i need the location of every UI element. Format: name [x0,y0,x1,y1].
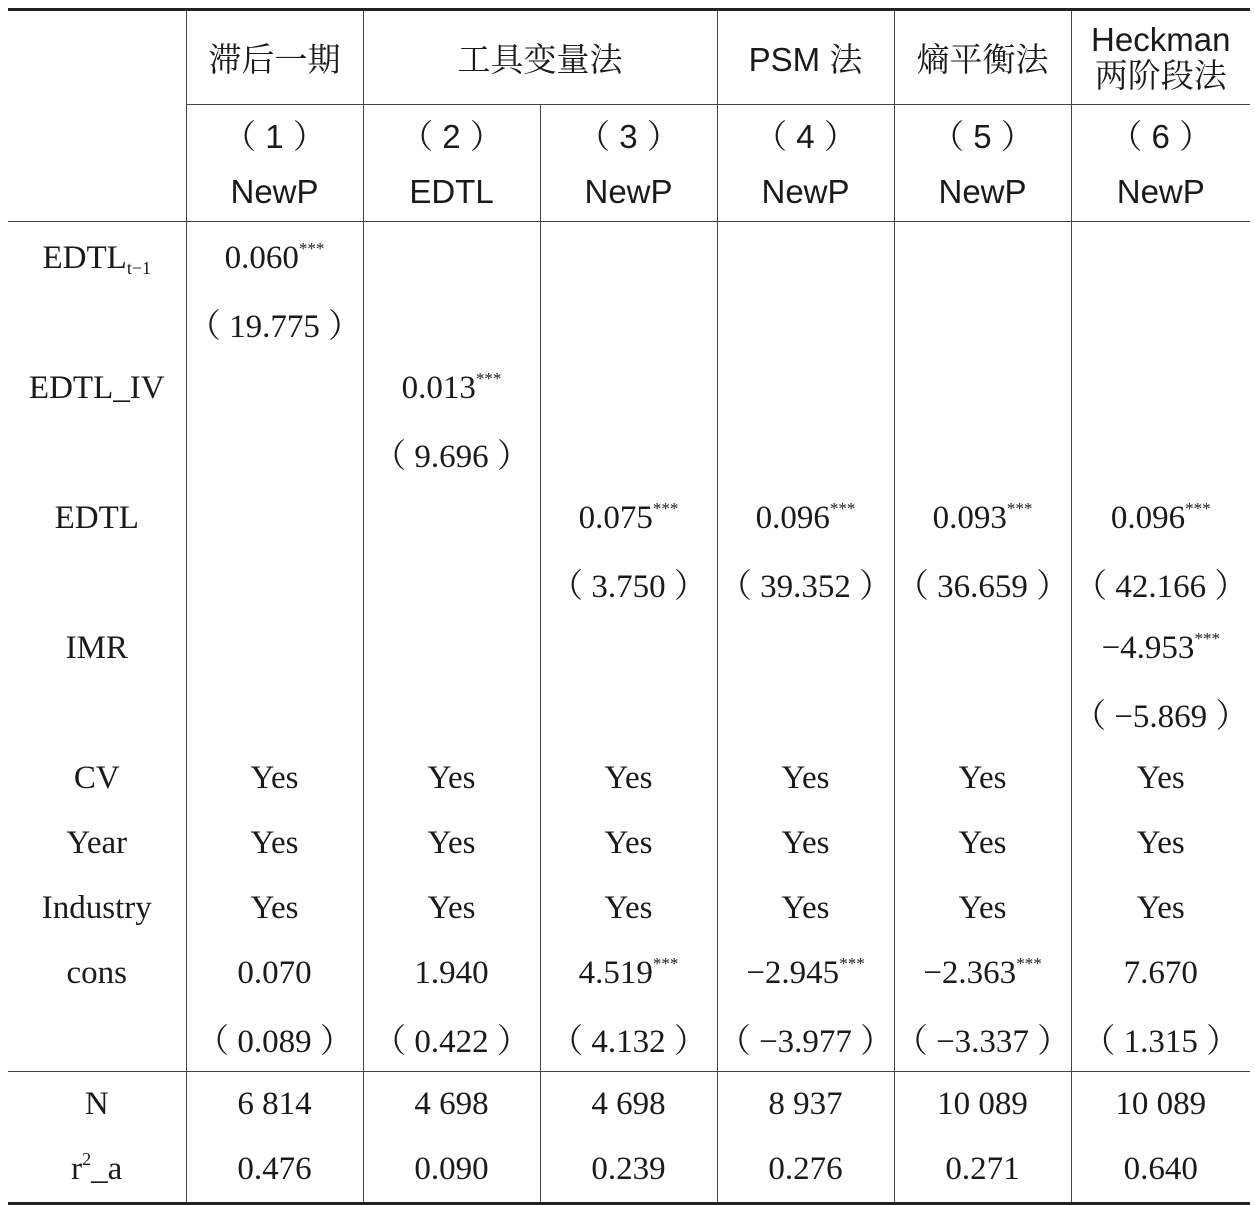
dep-var-5: NewP [894,163,1071,222]
empty-cell [540,222,717,292]
table-row-edtl-iv-t [8,421,1250,486]
row-label-industry: Industry [41,890,152,926]
empty-cell [1071,421,1250,486]
header-heckman-line2: 两阶段法 [1094,56,1227,94]
table-row-industry [8,876,1250,941]
coef-cell [717,486,894,551]
coef-value: 0.060 [224,240,299,276]
year-fe-cell: Yes [717,811,894,876]
t-stat-cell: （ 0.089 ） [186,1006,363,1072]
coef-cell [186,222,363,292]
coef-cell [540,486,717,551]
header-blank-cell [8,105,186,164]
header-dependent-variable-row [8,163,1250,222]
t-stat-cell: （ 42.166 ） [1071,551,1250,616]
row-label-cons: cons [66,955,127,991]
empty-label-cell [8,291,186,356]
t-stat-cell: （ 0.422 ） [363,1006,540,1072]
header-psm: PSM 法 [717,10,894,105]
empty-cell [894,291,1071,356]
dep-var-2: EDTL [363,163,540,222]
adj-r2-cell: 0.239 [540,1137,717,1204]
robustness-regression-table [8,8,1250,1205]
empty-label-cell [8,681,186,746]
empty-cell [540,421,717,486]
coef-cell [894,941,1071,1006]
header-lagged-period: 滞后一期 [186,10,363,105]
empty-cell [894,616,1071,681]
year-fe-cell: Yes [363,811,540,876]
col-number-3: （ 3 ） [540,105,717,164]
control-flag-cell: Yes [1071,746,1250,811]
coef-value: 0.070 [237,955,312,991]
control-flag-cell: Yes [540,746,717,811]
industry-fe-cell: Yes [540,876,717,941]
empty-cell [717,616,894,681]
t-stat-cell: （ −3.337 ） [894,1006,1071,1072]
t-stat-cell: （ −5.869 ） [1071,681,1250,746]
empty-cell [186,421,363,486]
observations-cell: 6 814 [186,1072,363,1138]
empty-cell [894,356,1071,421]
empty-cell [540,616,717,681]
coef-value: −2.363 [923,955,1017,991]
empty-cell [894,681,1071,746]
empty-cell [540,356,717,421]
t-stat-cell: （ 36.659 ） [894,551,1071,616]
empty-cell [540,681,717,746]
table-row-edtl-coef [8,486,1250,551]
empty-cell [186,486,363,551]
empty-cell [1071,291,1250,356]
coef-cell [363,941,540,1006]
empty-cell [363,486,540,551]
empty-cell [186,356,363,421]
empty-cell [186,681,363,746]
control-flag-cell: Yes [186,746,363,811]
significance-stars: *** [1006,499,1033,518]
col-number-2: （ 2 ） [363,105,540,164]
header-method-row [8,10,1250,105]
label-r: r [71,1151,83,1187]
coef-cell [1071,616,1250,681]
header-column-number-row [8,105,1250,164]
empty-cell [894,421,1071,486]
row-label-imr: IMR [65,630,128,666]
significance-stars: *** [298,239,325,258]
table-row-cv [8,746,1250,811]
row-label-n: N [84,1086,109,1122]
coef-cell [363,356,540,421]
t-stat-cell: （ 9.696 ） [363,421,540,486]
coef-value: 0.093 [932,500,1007,536]
empty-cell [363,222,540,292]
col-number-5: （ 5 ） [894,105,1071,164]
table-row-edtl-lag-t [8,291,1250,356]
dep-var-6: NewP [1071,163,1250,222]
coef-cell [1071,486,1250,551]
year-fe-cell: Yes [540,811,717,876]
header-entropy-balancing: 熵平衡法 [894,10,1071,105]
coef-value: 7.670 [1123,955,1198,991]
t-stat-cell: （ 4.132 ） [540,1006,717,1072]
industry-fe-cell: Yes [894,876,1071,941]
coef-value: 0.096 [755,500,830,536]
empty-cell [540,291,717,356]
regression-table-container [8,8,1250,1205]
coef-cell [186,941,363,1006]
significance-stars: *** [652,499,679,518]
empty-label-cell [8,551,186,616]
row-label-cv: CV [73,760,120,796]
control-flag-cell: Yes [363,746,540,811]
row-label-edtl-lag [8,222,186,292]
observations-cell: 4 698 [363,1072,540,1138]
significance-stars: *** [1016,954,1042,973]
header-heckman-line1: Heckman [1091,20,1231,58]
empty-label-cell [8,421,186,486]
control-flag-cell: Yes [717,746,894,811]
significance-stars: *** [839,954,865,973]
table-row-edtl-lag-coef [8,222,1250,292]
t-stat-cell: （ 3.750 ） [540,551,717,616]
significance-stars: *** [652,954,679,973]
dep-var-4: NewP [717,163,894,222]
col-number-4: （ 4 ） [717,105,894,164]
table-row-year [8,811,1250,876]
row-label-year: Year [66,825,128,861]
table-row-r2a [8,1137,1250,1204]
header-blank-cell [8,163,186,222]
empty-label-cell [8,1006,186,1072]
dep-var-1: NewP [186,163,363,222]
label-main: EDTL [42,240,127,276]
coef-cell [1071,941,1250,1006]
empty-cell [363,616,540,681]
empty-cell [363,291,540,356]
significance-stars: *** [1194,629,1220,648]
coef-value: 1.940 [414,955,489,991]
coef-value: −2.945 [746,955,840,991]
table-row-cons-t [8,1006,1250,1072]
label-superscript: 2 [82,1149,92,1169]
coef-value: 0.075 [578,500,653,536]
industry-fe-cell: Yes [363,876,540,941]
empty-cell [363,681,540,746]
observations-cell: 10 089 [894,1072,1071,1138]
empty-cell [717,222,894,292]
significance-stars: *** [475,369,502,388]
empty-cell [363,551,540,616]
adj-r2-cell: 0.476 [186,1137,363,1204]
adj-r2-cell: 0.276 [717,1137,894,1204]
t-stat-cell: （ −3.977 ） [717,1006,894,1072]
significance-stars: *** [829,499,856,518]
control-flag-cell: Yes [894,746,1071,811]
col-number-1: （ 1 ） [186,105,363,164]
coef-value: 0.013 [401,370,476,406]
empty-cell [717,421,894,486]
row-label-r2a [8,1137,186,1204]
empty-cell [894,222,1071,292]
adj-r2-cell: 0.090 [363,1137,540,1204]
label-suffix: _a [91,1151,123,1187]
table-row-edtl-iv-coef [8,356,1250,421]
col-number-6: （ 6 ） [1071,105,1250,164]
header-instrumental-variable: 工具变量法 [363,10,717,105]
header-corner-cell [8,10,186,105]
coef-value: −4.953 [1101,630,1195,666]
year-fe-cell: Yes [186,811,363,876]
coef-cell [540,941,717,1006]
observations-cell: 4 698 [540,1072,717,1138]
adj-r2-cell: 0.640 [1071,1137,1250,1204]
observations-cell: 10 089 [1071,1072,1250,1138]
dep-var-3: NewP [540,163,717,222]
empty-cell [717,681,894,746]
significance-stars: *** [1185,499,1211,518]
coef-cell [894,486,1071,551]
label-subscript: t−1 [126,258,151,278]
coef-value: 4.519 [578,955,653,991]
industry-fe-cell: Yes [717,876,894,941]
industry-fe-cell: Yes [186,876,363,941]
empty-cell [1071,356,1250,421]
industry-fe-cell: Yes [1071,876,1250,941]
observations-cell: 8 937 [717,1072,894,1138]
table-row-cons-coef [8,941,1250,1006]
table-row-imr-coef [8,616,1250,681]
coef-value: 0.096 [1110,500,1186,536]
year-fe-cell: Yes [894,811,1071,876]
t-stat-cell: （ 1.315 ） [1071,1006,1250,1072]
adj-r2-cell: 0.271 [894,1137,1071,1204]
empty-cell [1071,222,1250,292]
year-fe-cell: Yes [1071,811,1250,876]
coef-cell [717,941,894,1006]
empty-cell [717,356,894,421]
t-stat-cell: （ 19.775 ） [186,291,363,356]
empty-cell [186,551,363,616]
empty-cell [186,616,363,681]
t-stat-cell: （ 39.352 ） [717,551,894,616]
empty-cell [717,291,894,356]
row-label-edtl-iv: EDTL_IV [28,370,165,406]
table-row-n [8,1072,1250,1138]
row-label-edtl: EDTL [54,500,139,536]
header-heckman [1071,10,1250,105]
table-row-imr-t [8,681,1250,746]
table-row-edtl-t [8,551,1250,616]
